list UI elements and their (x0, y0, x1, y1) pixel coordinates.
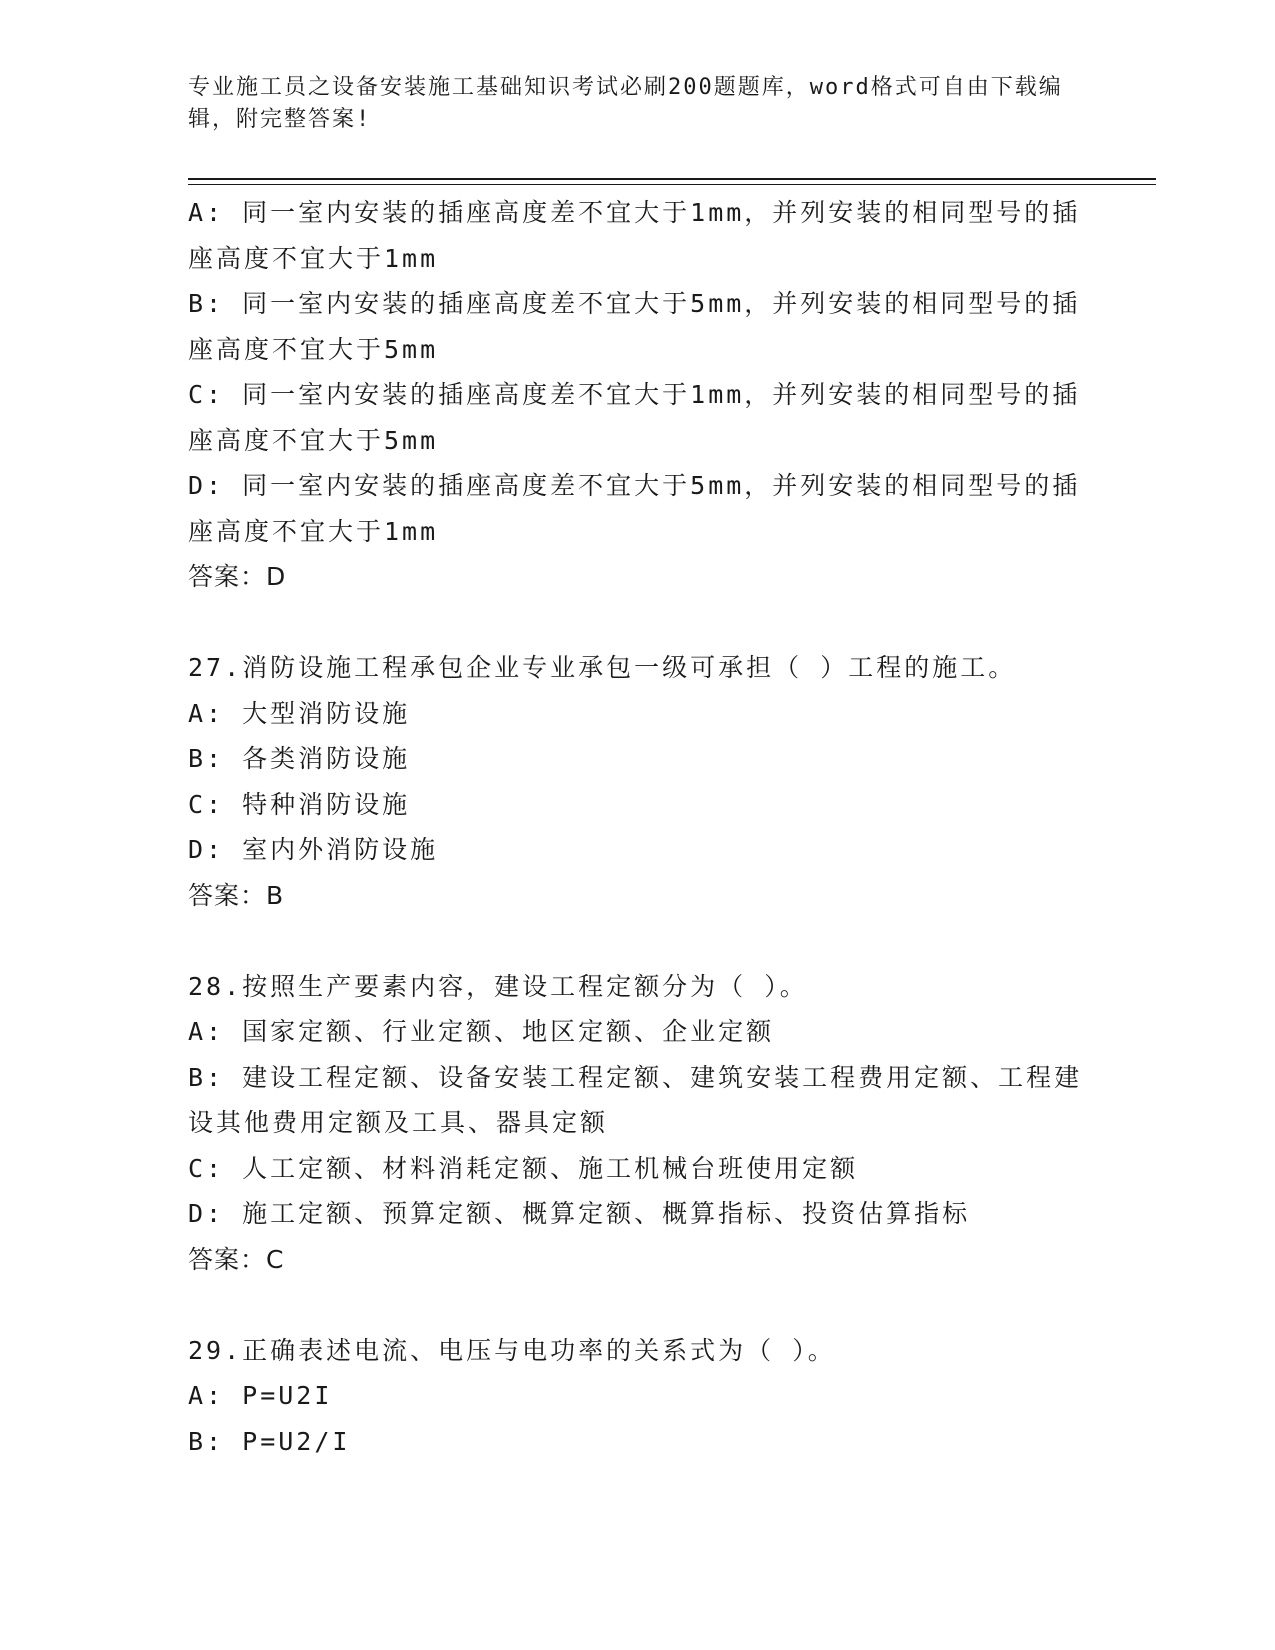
option-b: B: 建设工程定额、设备安装工程定额、建筑安装工程费用定额、工程建设其他费用定额及工具、器具定额 (188, 1062, 1083, 1137)
header-rule-thin (188, 184, 1156, 185)
option-a: A: 国家定额、行业定额、地区定额、企业定额 (188, 1017, 775, 1046)
option-a: A: 同一室内安装的插座高度差不宜大于1mm，并列安装的相同型号的插座高度不宜大于1mm (188, 198, 1081, 273)
option-d: D: 室内外消防设施 (188, 835, 439, 864)
question-28 (188, 964, 1088, 1283)
option-a: A: P=U2I (188, 1381, 333, 1410)
document-header: 专业施工员之设备安装施工基础知识考试必刷200题题库，word格式可自由下载编辑，附完整答案! (188, 75, 1063, 132)
spacer (188, 1282, 1088, 1328)
question-26-continued (188, 190, 1088, 600)
spacer (188, 918, 1088, 964)
option-c: C: 特种消防设施 (188, 789, 411, 819)
option-a: A: 大型消防设施 (188, 698, 411, 728)
spacer (188, 600, 1088, 646)
option-b: B: P=U2/I (188, 1426, 351, 1456)
answer: 答案：D (188, 562, 287, 591)
option-d: D: 施工定额、预算定额、概算定额、概算指标、投资估算指标 (188, 1199, 971, 1228)
question-27 (188, 645, 1088, 918)
header-rule-thick (188, 178, 1156, 180)
option-b: B: 同一室内安装的插座高度差不宜大于5mm，并列安装的相同型号的插座高度不宜大于5mm (188, 289, 1081, 364)
question-stem: 29.正确表述电流、电压与电功率的关系式为（ ）。 (188, 1335, 836, 1365)
question-stem: 27.消防设施工程承包企业专业承包一级可承担（ ）工程的施工。 (188, 653, 1017, 682)
option-b: B: 各类消防设施 (188, 744, 411, 773)
question-list (188, 190, 1088, 1464)
answer: 答案：B (188, 880, 285, 910)
option-d: D: 同一室内安装的插座高度差不宜大于5mm，并列安装的相同型号的插座高度不宜大于1mm (188, 471, 1081, 546)
option-c: C: 同一室内安装的插座高度差不宜大于1mm，并列安装的相同型号的插座高度不宜大于5mm (188, 380, 1081, 455)
answer: 答案：C (188, 1244, 285, 1274)
question-29 (188, 1328, 1088, 1465)
option-c: C: 人工定额、材料消耗定额、施工机械台班使用定额 (188, 1153, 859, 1183)
question-stem: 28.按照生产要素内容，建设工程定额分为（ ）。 (188, 971, 808, 1001)
